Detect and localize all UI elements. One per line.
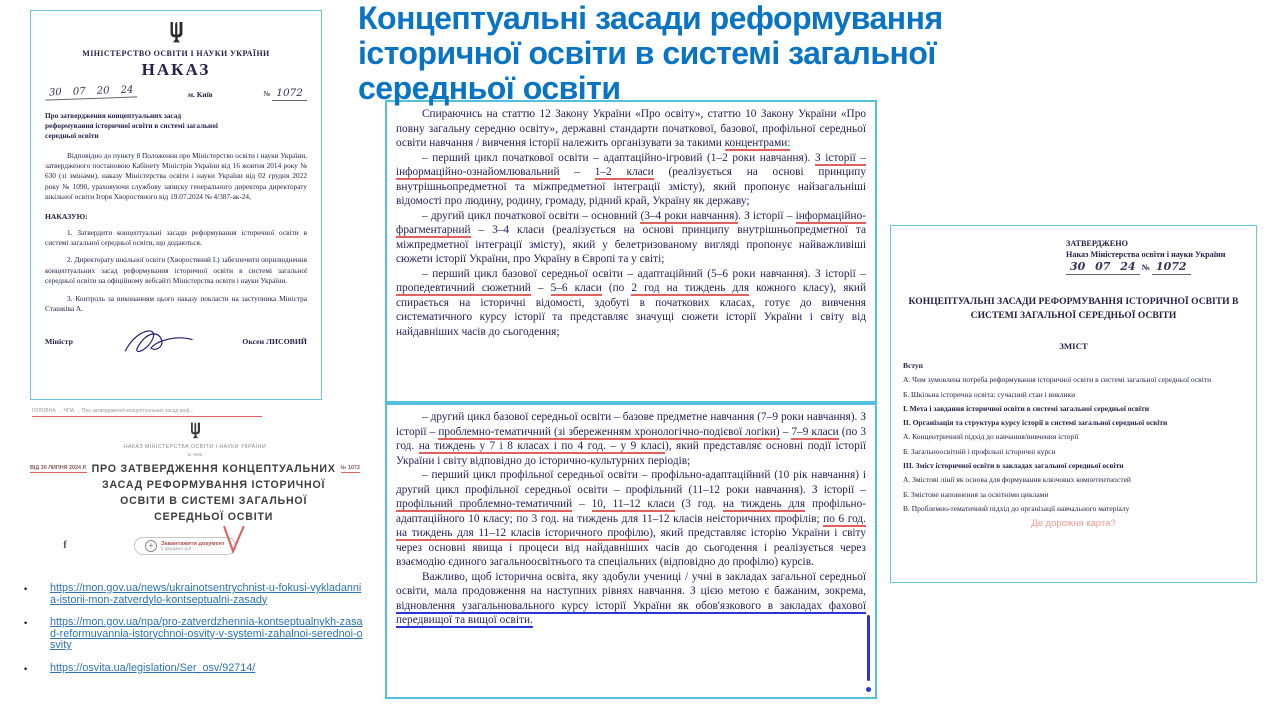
approved-stamp-block (1066, 238, 1244, 273)
approved-date-handwritten: 30 07 24 (1066, 260, 1140, 275)
source-links-list (22, 583, 367, 686)
order-item: 1. Затвердити концептуальні засади реформування історичної освіти в системі загальної середньої освіти, що додаються. (45, 227, 307, 248)
signature-row (45, 324, 307, 358)
blue-margin-mark-dot (866, 687, 871, 692)
toc-item: А. Концентричний підхід до навчання/вивчення історії (903, 432, 1079, 442)
excerpt-paragraph: – другий цикл базової середньої освіти – базове предметне навчання (7–9 роки навчання). З історії – проблемно-тематичний (зі збереженням хронологічно-подієвої логіки) – 7–9 класи (по 3 год. на тиждень у 7 і 8 класах і по 4 год. – у 9 класі), який представляє основні події історії України і світу відповідно до історично-культурних періодів; (396, 411, 866, 467)
toc-item: А. Змістові лінії як основа для формування ключових компетентностей (903, 475, 1131, 485)
list-item (22, 617, 367, 652)
ukraine-trident-icon (45, 21, 307, 45)
download-format-label: у форматі pdf (161, 546, 192, 552)
link-osvita[interactable]: https://osvita.ua/legislation/Ser_osv/92714/ (50, 661, 256, 674)
order-city: м. Київ (187, 90, 213, 99)
order-subject: Про затвердження концептуальних засад реформування історичної освіти в системі загальної середньої освіти (45, 111, 218, 141)
link-mon-news[interactable]: https://mon.gov.ua/news/ukrainotsentrychnist-u-fokusi-vykladannia-istorii-mon-zatverdylo-kontseptualni-zasady (50, 582, 362, 606)
plus-icon: + (145, 540, 157, 552)
toc-item: ІІІ. Зміст історичної освіти в закладах загальної середньої освіти (903, 461, 1124, 471)
approved-concept-scan (890, 225, 1257, 583)
toc-item: В. Проблемно-тематичний підхід до організації навчального матеріалу (903, 503, 1130, 513)
bullet-icon: • (24, 663, 28, 674)
ukraine-trident-icon (30, 422, 360, 440)
bullet-icon: • (24, 618, 28, 628)
webpage-city: м. Київ (187, 452, 203, 457)
approved-word: ЗАТВЕРДЖЕНО (1066, 239, 1128, 248)
list-item (22, 663, 367, 676)
order-body: Відповідно до пункту 8 Положення про Міністерство освіти і науки України, затвердженого постановою Кабінету Міністрів України від 16 жовтня 2014 року № 630 (зі змінами), наказу Міністерства освіти і науки України від 02 грудня 2022 року № 1090, ураховуючи службову записку генерального директора директорату шкільної освіти Ігоря Хворостяного від 19.07.2024 № 4/387-ак-24, (45, 150, 307, 202)
order-doc-type: НАКАЗ (141, 60, 211, 79)
roadmap-question-annotation: Де дорожня карта? (1031, 518, 1116, 530)
number-sign: № (1141, 263, 1150, 272)
excerpt-paragraph: – перший цикл початкової освіти – адаптаційно-ігровий (1–2 роки навчання). З історії – інформаційно-ознайомлювальний – 1–2 класи (реалізується на основі принципу внутрішньопредметної та міжпредметної інтеграції змісту), який пропонує найзагальніші відомості про людину, родину, громаду, рідний край, Україну як державу; (396, 151, 867, 207)
toc-item: А. Чим зумовлена потреба реформування історичної освіти в системі загальної середньої освіти (903, 375, 1212, 385)
webpage-org-line: НАКАЗ МІНІСТЕРСТВА ОСВІТИ І НАУКИ УКРАЇНИ (123, 444, 267, 450)
toc-list (903, 361, 1244, 514)
excerpt-paragraph: – другий цикл початкової освіти – основний (3–4 роки навчання). З історії – інформаційно-фрагментарний – 3–4 класи (реалізується на основі принципу внутрішньопредметної та міжпредметної інтеграції змісту), який у белетризованому вигляді пропонує найважливіші сюжети історії України, про Україну в Європі та у світі; (396, 209, 866, 265)
order-meta-row (45, 86, 307, 99)
order-date-label: ВІД 30 ЛИПНЯ 2024 Р. (30, 465, 87, 471)
excerpt-paragraph: Спираючись на статтю 12 Закону України «Про освіту», статтю 10 Закону України «Про повну загальну середню освіту», державні стандарти початкової, базової, профільної середньої освіти навчання / вивчення історії належить організувати за такими концентрами: (396, 108, 866, 149)
webpage-title-row (30, 461, 360, 525)
excerpt-paragraph: – перший цикл профільної середньої освіти – профільно-адаптаційний (10 рік навчання) і другий цикл профільної середньої освіти – профільний (11–12 роки навчання). З історії – профільний проблемно-тематичний – 10, 11–12 класи (3 год. на тиждень для профільно-адаптаційного 10 класу; по 3 год. на тиждень для 11–12 класів неісторичних профілів; по 6 год. на тиждень для 11–12 класів історичного профілю), який представляє історію України і світу через основні явища і процеси від найдавніших часів до сьогодення і реалізується через взаємодію єдиного загальноосвітнього та спеціальних (відповідно до профілю) курсів. (396, 469, 867, 568)
toc-title: ЗМІСТ (1059, 341, 1088, 351)
title-line: середньої освіти (358, 70, 621, 106)
toc-item: ІІ. Організація та структура курсу історії в системі загальної середньої освіти (903, 418, 1168, 428)
webpage-actions-row (30, 531, 360, 561)
link-mon-npa[interactable]: https://mon.gov.ua/npa/pro-zatverdzhennia-kontseptualnykh-zasad-reformuvannia-istorychnoi-osvity-v-systemi-zahalnoi-serednoi-osvity (50, 616, 363, 651)
title-line: історичної освіти в системі загальної (358, 35, 936, 71)
slide-title (358, 1, 1073, 106)
concept-excerpt-bottom (385, 403, 877, 699)
toc-item: Б. Загальноосвітній і профільні історичні курси (903, 446, 1056, 456)
toc-item: Вступ (903, 361, 923, 370)
webpage-order-title: ПРО ЗАТВЕРДЖЕННЯ КОНЦЕПТУАЛЬНИХ ЗАСАД РЕФОРМУВАННЯ ІСТОРИЧНОЇ ОСВІТИ В СИСТЕМІ ЗАГАЛЬНОЇ СЕРЕДНЬОЇ ОСВІТИ (91, 463, 336, 523)
approved-order-by: Наказ Міністерства освіти і науки України (1066, 250, 1226, 259)
minister-label: Міністр (45, 336, 73, 346)
title-line: Концептуальні засади реформування (358, 0, 943, 36)
minister-signature (115, 324, 201, 358)
number-sign: № (263, 89, 271, 98)
approved-date-line (1066, 261, 1244, 273)
order-number (263, 87, 307, 99)
concept-excerpt-top (385, 100, 877, 403)
ministry-name: МІНІСТЕРСТВО ОСВІТИ І НАУКИ УКРАЇНИ (82, 49, 270, 58)
order-date-handwritten: 30 07 20 24 (45, 84, 138, 100)
toc-item: Б. Змістове наповнення за освітніми циклами (903, 489, 1049, 499)
excerpt-paragraph: Важливо, щоб історична освіта, яку здобули учениці / учні в закладах загальної середньої освіти, мала продовження на наступних рівнях навчання. З цією метою є бажаним, зокрема, відновлення узагальнювального курсу історії України як обов'язкового в закладах фахової передвищої та вищої освіти. (396, 570, 866, 626)
concept-heading: КОНЦЕПТУАЛЬНІ ЗАСАДИ РЕФОРМУВАННЯ ІСТОРИЧНОЇ ОСВІТИ В СИСТЕМІ ЗАГАЛЬНОЇ СЕРЕДНЬОЇ ОСВІТИ (908, 296, 1239, 321)
red-check-annotation (220, 525, 246, 555)
npa-webpage-screenshot (30, 408, 360, 576)
download-button-label: Завантажити документ (161, 540, 225, 547)
excerpt-paragraph: – перший цикл базової середньої освіти – адаптаційний (5–6 роки навчання). З історії – пропедевтичний сюжетний – 5–6 класи (по 2 год на тиждень для кожного класу), який спирається на історичні відомості, здобуті в початкових класах, готує до вивчення систематичного курсу історії та представляє значущі сюжети історії України і світу від найдавніших часів до сьогодення; (396, 267, 866, 338)
order-item: 3. Контроль за виконанням цього наказу покласти на заступника Міністра Сташківа А. (45, 293, 307, 314)
order-number-handwritten: 1072 (272, 87, 307, 101)
ministry-order-scan (30, 10, 322, 400)
minister-name: Оксен ЛИСОВИЙ (242, 336, 307, 346)
approved-number-handwritten: 1072 (1152, 260, 1191, 275)
toc-item: І. Мета і завдання історичної освіти в системі загальної середньої освіти (903, 403, 1150, 413)
breadcrumb[interactable]: ГОЛОВНА → НПА → Про затвердження концептуальних засад реф... (32, 408, 262, 417)
blue-margin-mark (867, 615, 870, 681)
bullet-icon: • (24, 584, 28, 594)
facebook-share-icon[interactable]: f (63, 539, 67, 551)
list-item (22, 583, 367, 606)
order-resolve-word: НАКАЗУЮ: (45, 211, 88, 221)
order-number-label: № 1072 (340, 465, 360, 471)
order-item: 2. Директорату шкільної освіти (Хворостяний І.) забезпечити оприлюднення концептуальних засад реформування історичної освіти в системі загальної середньої освіти на офіційному вебсайті Міністерства освіти і науки України. (45, 255, 307, 286)
toc-item: Б. Шкільна історична освіта: сучасний стан і виклики (903, 389, 1076, 399)
